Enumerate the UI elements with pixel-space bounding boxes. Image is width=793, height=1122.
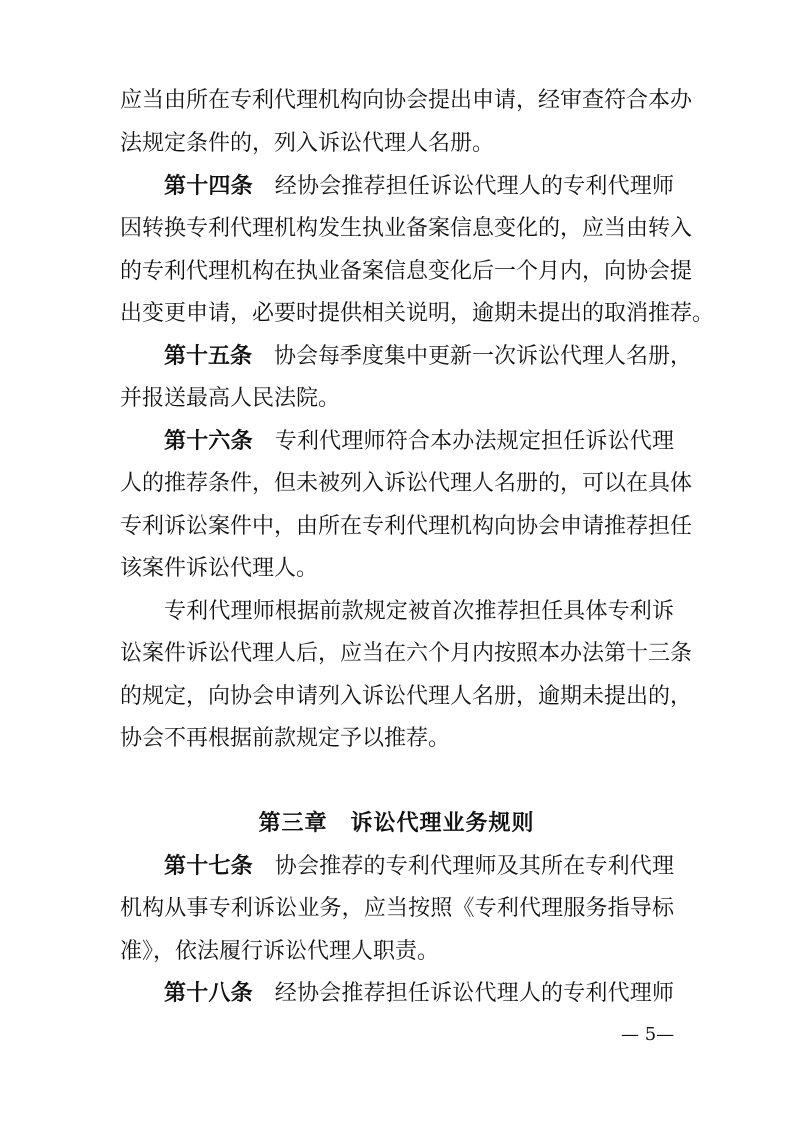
text-span: 协会每季度集中更新一次诉讼代理人名册， — [274, 344, 693, 369]
article-14-first-line — [164, 172, 674, 202]
text-line: 的专利代理机构在执业备案信息变化后一个月内，向协会提 — [120, 259, 693, 284]
article-17-first-line — [164, 852, 674, 882]
text-span: 经协会推荐担任诉讼代理人的专利代理师 — [274, 174, 674, 199]
text-line: 法规定条件的，列入诉讼代理人名册。 — [120, 131, 495, 156]
text-line: 专利代理师根据前款规定被首次推荐担任具体专利诉 — [164, 599, 674, 624]
text-line: 机构从事专利诉讼业务，应当按照《专利代理服务指导标 — [120, 896, 674, 921]
article-label: 第十四条 — [164, 174, 253, 199]
text-span: 专利代理师符合本办法规定担任诉讼代理 — [274, 429, 674, 454]
article-15-first-line — [164, 342, 693, 372]
text-span: 经协会推荐担任诉讼代理人的专利代理师 — [274, 981, 674, 1006]
article-label: 第十六条 — [164, 429, 253, 454]
text-line: 准》，依法履行诉讼代理人职责。 — [120, 939, 440, 964]
text-line: 并报送最高人民法院。 — [120, 386, 341, 411]
article-18-first-line — [164, 979, 674, 1009]
text-span: 协会推荐的专利代理师及其所在专利代理 — [274, 854, 674, 879]
page-number: — 5— — [621, 1024, 675, 1045]
article-label: 第十五条 — [164, 344, 253, 369]
text-line: 协会不再根据前款规定予以推荐。 — [120, 726, 451, 751]
text-line: 应当由所在专利代理机构向协会提出申请，经审查符合本办 — [120, 88, 693, 113]
text-line: 因转换专利代理机构发生执业备案信息变化的，应当由转入 — [120, 216, 693, 241]
text-line: 的规定，向协会申请列入诉讼代理人名册，逾期未提出的， — [120, 684, 693, 709]
article-label: 第十八条 — [164, 981, 253, 1006]
text-line: 出变更申请，必要时提供相关说明，逾期未提出的取消推荐。 — [120, 301, 715, 326]
text-line: 人的推荐条件，但未被列入诉讼代理人名册的，可以在具体 — [120, 471, 693, 496]
text-line: 专利诉讼案件中，由所在专利代理机构向协会申请推荐担任 — [120, 514, 693, 539]
text-line: 该案件诉讼代理人。 — [120, 556, 319, 581]
article-16-first-line — [164, 427, 674, 457]
article-label: 第十七条 — [164, 854, 253, 879]
chapter-heading: 第三章 诉讼代理业务规则 — [258, 811, 535, 836]
text-line: 讼案件诉讼代理人后，应当在六个月内按照本办法第十三条 — [120, 641, 693, 666]
